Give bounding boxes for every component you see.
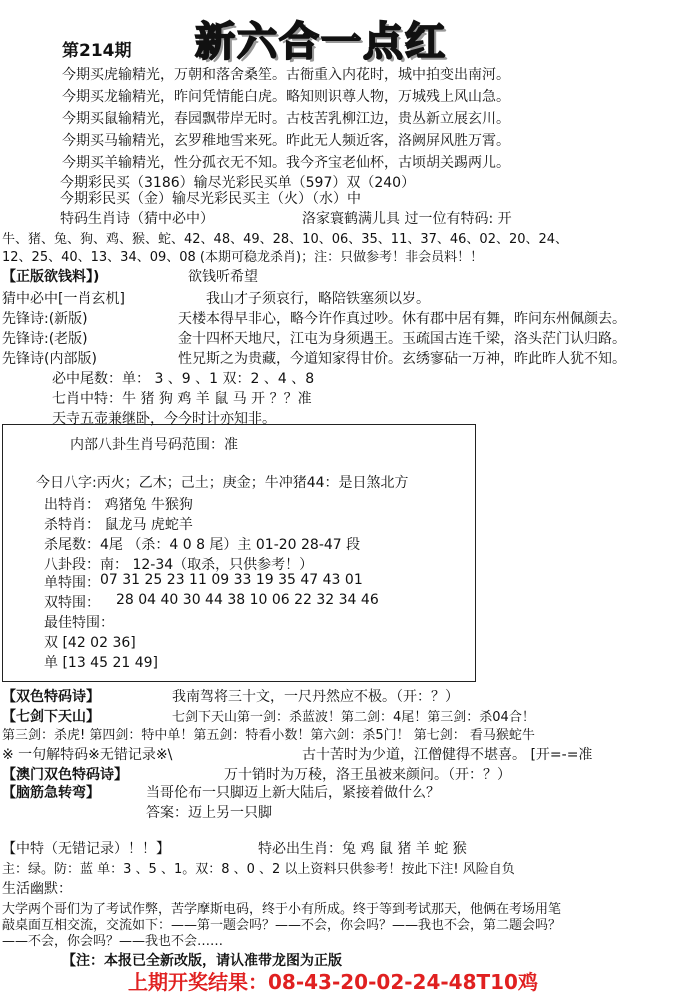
best-double: 双 [42 02 36] bbox=[44, 635, 136, 651]
note-line: 【注：本报已全新改版，请认准带龙图为正版 bbox=[62, 953, 342, 969]
seven-zodiac: 七肖中特：牛 猪 狗 鸡 羊 鼠 马 开 ？？准 bbox=[52, 391, 312, 407]
number-line: 牛、猪、兔、狗、鸡、猴、蛇、42、48、49、28、10、06、35、11、37、46、02、20、24、 bbox=[2, 232, 569, 247]
bagua-line: 八卦段：南： 12-34（取杀，只供参考！） bbox=[44, 557, 314, 573]
double-label: 双特围： bbox=[44, 595, 100, 611]
macau-text: 万十销时为万稜，洛王虽被来颜问。（开：？） bbox=[224, 767, 511, 783]
main-line: 主：绿。防：蓝 单：3 、5 、1。双：8 、0 、2 以上资料只供参考！按此下注! 风险自负 bbox=[2, 862, 515, 877]
poem-text: 金十四杯天地尺，江屯为身须遇王。玉疏国古连千梁，洛头茫门认归路。 bbox=[178, 331, 626, 347]
poem-label: 先锋诗:(老版) bbox=[2, 331, 88, 347]
best-label: 最佳特围： bbox=[44, 615, 114, 631]
zhongte-text: 特必出生肖：兔 鸡 鼠 猪 羊 蛇 猴 bbox=[258, 841, 467, 857]
tail-numbers: 必中尾数：单： 3 、9 、1 双：2 、4 、8 bbox=[52, 371, 315, 387]
zhengban-text: 欲钱听希望 bbox=[188, 269, 258, 285]
brain-answer: 答案：迈上另一只脚 bbox=[146, 805, 272, 821]
sword-text: 七剑下天山第一剑：杀蓝波！第二剑：4尾！第三剑：杀04合！ bbox=[172, 710, 535, 725]
box-title: 内部八卦生肖号码范围：准 bbox=[70, 437, 238, 453]
brain-question: 当哥伦布一只脚迈上新大陆后，紧接着做什么？ bbox=[146, 785, 440, 801]
issue-number: 第214期 bbox=[62, 41, 132, 61]
verse-line: 今期买龙输精光，昨问凭情能白虎。略知则识尊人物，万城残上风山急。 bbox=[62, 89, 510, 105]
humor-line: 大学两个哥们为了考试作弊，苦学摩斯电码，终于小有所成。终于等到考试那天，他俩在考场用笔 bbox=[2, 902, 562, 917]
guess-label: 猜中必中[一肖玄机] bbox=[2, 291, 125, 307]
best-single: 单 [13 45 21 49] bbox=[44, 655, 158, 671]
poem-text: 天楼本得早非心，略今许作真过吵。休有郡中居有舞，昨问东州佩颜去。 bbox=[178, 311, 626, 327]
poem-text: 性兄斯之为贵藏，今道知家得甘价。玄绣寥砧一万神，昨此昨人犹不知。 bbox=[178, 351, 626, 367]
macau-label: 【澳门双色特码诗】 bbox=[2, 767, 128, 783]
single-label: 单特围： bbox=[44, 575, 100, 591]
brain-label: 【脑筋急转弯】 bbox=[2, 785, 100, 801]
special-right: 洛家寰鹤满儿具 过一位有特码: 开 bbox=[302, 211, 512, 227]
verse-line: 今期买马输精光，玄罗稚地雪来死。昨此无人频近客，洛阙屏风胜万霄。 bbox=[62, 133, 510, 149]
humor-line: ——不会，你会吗？——我也不会…… bbox=[2, 934, 224, 949]
heaven-line: 天寺五壶兼继卧，今今时计亦知非。 bbox=[52, 411, 276, 427]
verse-line: 今期买羊输精光，性分孤衣无不知。我今齐宝老仙杯，古顷胡关踢两儿。 bbox=[62, 155, 510, 171]
sword-label: 【七剑下天山】 bbox=[2, 709, 100, 725]
sword-text: 第三剑：杀虎! 第四剑：特中单！第五剑：特看小数！第六剑：杀5门！ 第七剑： 看马猴蛇牛 bbox=[2, 728, 535, 743]
riddle-text: 古十苦时为少道，江僧健得不堪喜。 [开=-=准 bbox=[302, 747, 593, 763]
number-line: 12、25、40、13、34、09、08 (本期可稳龙杀肖)；注：只做参考！非会员料！！ bbox=[2, 250, 484, 265]
poem-label: 先锋诗(内部版) bbox=[2, 351, 97, 367]
poem-label: 先锋诗:(新版) bbox=[2, 311, 88, 327]
double-numbers: 28 04 40 30 44 38 10 06 22 32 34 46 bbox=[116, 592, 379, 608]
riddle-label: ※ 一句解特码※无错记录※\ bbox=[2, 747, 173, 763]
verse-line: 今期买鼠输精光，春园飘带岸无时。古枝苦乳柳江边，贵丛新立展玄川。 bbox=[62, 111, 510, 127]
zhengban-label: 【正版欲钱料】) bbox=[2, 269, 100, 285]
single-numbers: 07 31 25 23 11 09 33 19 35 47 43 01 bbox=[100, 572, 363, 588]
page-title: 新六合一点红 bbox=[195, 19, 447, 65]
lottery-line: 今期彩民买（3186）输尽光彩民买单（597）双（240） bbox=[60, 175, 416, 191]
verse-line: 今期买虎输精光，万朝和落舍桑笙。古衙重入内花时，城中拍变出南河。 bbox=[62, 67, 510, 83]
lottery-line: 今期彩民买（金）输尽光彩民买主（火）（水）中 bbox=[60, 191, 361, 207]
kill-zodiac: 杀特肖： 鼠龙马 虎蛇羊 bbox=[44, 517, 193, 533]
kill-tail: 杀尾数：4尾 （杀：4 0 8 尾）主 01-20 28-47 段 bbox=[44, 537, 361, 553]
zhongte-label: 【中特（无错记录）！！】 bbox=[2, 841, 170, 857]
dual-text: 我南驾将三十文，一尺丹然应不极。（开：？） bbox=[172, 689, 459, 705]
bazi-line: 今日八字:丙火；乙木；己土；庚金；牛冲猪44：是日煞北方 bbox=[36, 475, 409, 491]
dual-label: 【双色特码诗】 bbox=[2, 689, 100, 705]
humor-label: 生活幽默： bbox=[2, 881, 72, 897]
humor-line: 敲桌面互相交流，交流如下：——第一题会吗？——不会，你会吗？——我也不会，第二题会吗？ bbox=[2, 918, 562, 933]
out-zodiac: 出特肖： 鸡猪兔 牛猴狗 bbox=[44, 497, 193, 513]
special-label: 特码生肖诗（猜中必中） bbox=[60, 211, 214, 227]
last-result: 上期开奖结果：08-43-20-02-24-48T10鸡 bbox=[128, 970, 538, 994]
guess-text: 我山才子须哀行，略陪铁塞须以岁。 bbox=[206, 291, 430, 307]
